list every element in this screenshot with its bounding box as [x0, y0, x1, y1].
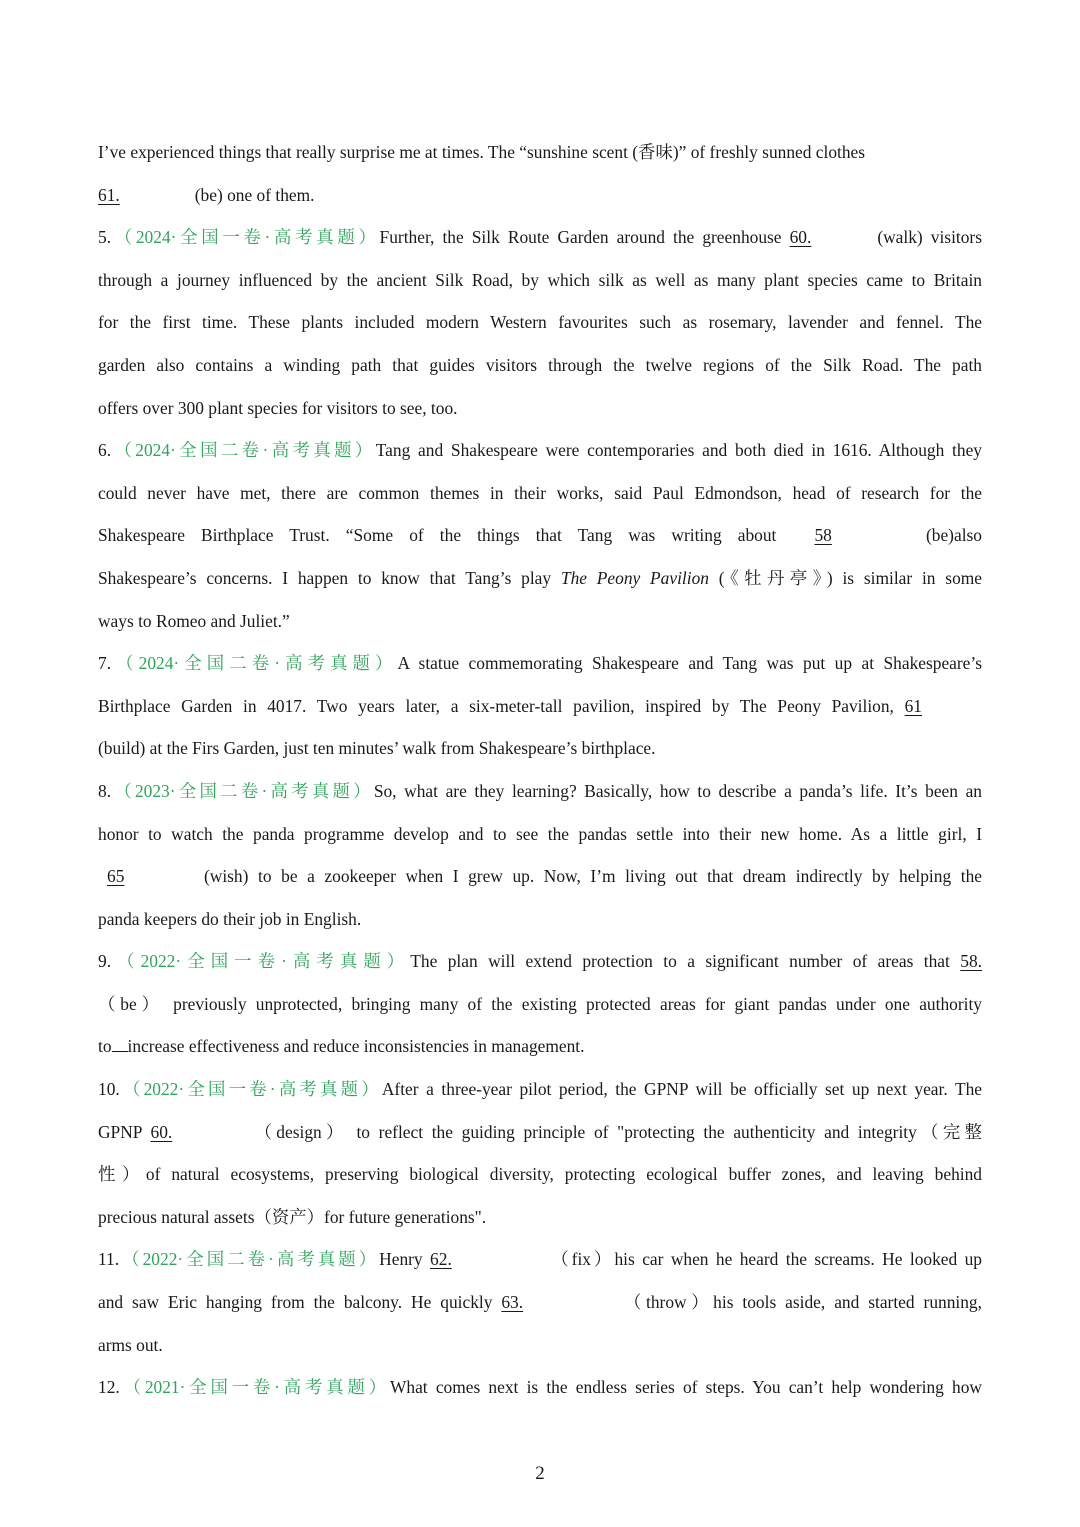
question-12: 12.（2021·全国一卷·高考真题）What comes next is the endless series of steps. You can’t help wondering how — [98, 1377, 982, 1398]
text-line: 性）of natural ecosystems, preserving biological diversity, protecting ecological buffer zones, and leaving behind — [98, 1164, 982, 1185]
text-line — [98, 131, 982, 174]
question-7: 7.（2024·全国二卷·高考真题）A statue commemorating Shakespeare and Tang was put up at Shakespeare’s — [98, 653, 982, 674]
question-number: 8. — [98, 780, 112, 801]
text-line: 61. (be) one of them. — [98, 184, 315, 205]
text-line: (build) at the Firs Garden, just ten minutes’ walk from Shakespeare’s birthplace. — [98, 738, 656, 759]
answer-blank-58: 58. — [960, 951, 982, 972]
answer-blank-58: 58 — [814, 525, 832, 546]
question-10: 10.（2022·全国一卷·高考真题）After a three-year pilot period, the GPNP will be officially set up next year. The — [98, 1079, 982, 1100]
text-line: Shakespeare Birthplace Trust. “Some of the things that Tang was writing about 58 (be)also — [98, 525, 982, 546]
source-tag: （2024·全国一卷·高考真题） — [111, 227, 380, 248]
question-number: 9. — [98, 951, 112, 972]
text-line: Birthplace Garden in 4017. Two years later, a six-meter-tall pavilion, inspired by The Peony Pavilion, 61 — [98, 685, 982, 728]
question-11: 11.（2022·全国二卷·高考真题）Henry 62. （fix）his car when he heard the screams. He looked up — [98, 1249, 982, 1270]
page-number: 2 — [535, 1463, 545, 1484]
question-9: 9.（2022·全国一卷·高考真题）The plan will extend protection to a significant number of areas that 58. — [98, 951, 982, 972]
source-tag: （2021·全国一卷·高考真题） — [119, 1377, 390, 1398]
question-number: 5. — [98, 227, 112, 248]
answer-blank-65: 65 — [107, 866, 125, 887]
answer-blank-63: 63. — [501, 1292, 524, 1313]
source-tag: （2024·全国二卷·高考真题） — [111, 653, 398, 674]
answer-blank-61: 61 — [904, 695, 922, 716]
text-line: GPNP 60. （design） to reflect the guiding principle of "protecting the authenticity and integrity（完整 — [98, 1121, 982, 1142]
text-line: ways to Romeo and Juliet.” — [98, 610, 290, 631]
answer-blank-62: 62. — [430, 1249, 452, 1270]
book-title: The Peony Pavilion — [560, 567, 709, 588]
source-tag: （2022·全国一卷·高考真题） — [111, 951, 411, 972]
question-number: 11. — [98, 1249, 120, 1270]
answer-blank-60: 60. — [150, 1121, 173, 1142]
text-line: （be） previously unprotected, bringing many of the existing protected areas for giant pandas under one authority — [98, 993, 982, 1014]
question-number: 10. — [98, 1079, 120, 1100]
text-line: through a journey influenced by the ancient Silk Road, by which silk as well as many plant species came to Britain — [98, 269, 982, 290]
text-line: 65 (wish) to be a zookeeper when I grew up. Now, I’m living out that dream indirectly by helping the — [98, 855, 982, 898]
text-line: and saw Eric hanging from the balcony. He quickly 63. （throw）his tools aside, and started running, — [98, 1292, 982, 1313]
text-line: could never have met, there are common themes in their works, said Paul Edmondson, head of research for the — [98, 482, 982, 503]
document-body — [98, 131, 982, 1409]
question-8: 8.（2023·全国二卷·高考真题）So, what are they learning? Basically, how to describe a panda’s life. It’s been an — [98, 780, 982, 801]
question-number: 6. — [98, 440, 112, 461]
question-6: 6.（2024·全国二卷·高考真题）Tang and Shakespeare were contemporaries and both died in 1616. Although they — [98, 440, 982, 461]
answer-blank-61: 61. — [98, 184, 120, 205]
text-line: garden also contains a winding path that guides visitors through the twelve regions of the Silk Road. The path — [98, 354, 982, 375]
text-line: for the first time. These plants included modern Western favourites such as rosemary, lavender and fennel. The — [98, 312, 982, 333]
question-number: 12. — [98, 1377, 120, 1398]
text-line: to increase effectiveness and reduce inconsistencies in management. — [98, 1036, 585, 1057]
text-line: Shakespeare’s concerns. I happen to know that Tang’s play The Peony Pavilion (《牡丹亭》) is similar in some — [98, 567, 983, 588]
text-line: panda keepers do their job in English. — [98, 908, 362, 929]
text-line: offers over 300 plant species for visitors to see, too. — [98, 397, 458, 418]
source-tag: （2022·全国二卷·高考真题） — [119, 1249, 380, 1270]
source-tag: （2024·全国二卷·高考真题） — [111, 440, 376, 461]
question-5: 5.（2024·全国一卷·高考真题）Further, the Silk Route Garden around the greenhouse 60. (walk) visitors — [98, 227, 982, 248]
question-number: 7. — [98, 653, 112, 674]
source-tag: （2022·全国一卷·高考真题） — [119, 1079, 382, 1100]
text-line: honor to watch the panda programme develop and to see the pandas settle into their new home. As a little girl, I — [98, 823, 982, 844]
answer-blank — [112, 1037, 128, 1052]
text: I’ve experienced things that really surprise me at times. The “sunshine scent (香味)” of freshly sunned clothes — [98, 142, 866, 162]
text-line: precious natural assets（资产）for future generations". — [98, 1206, 487, 1227]
source-tag: （2023·全国二卷·高考真题） — [111, 780, 374, 801]
text-line: arms out. — [98, 1334, 163, 1355]
answer-blank-60: 60. — [789, 227, 812, 248]
